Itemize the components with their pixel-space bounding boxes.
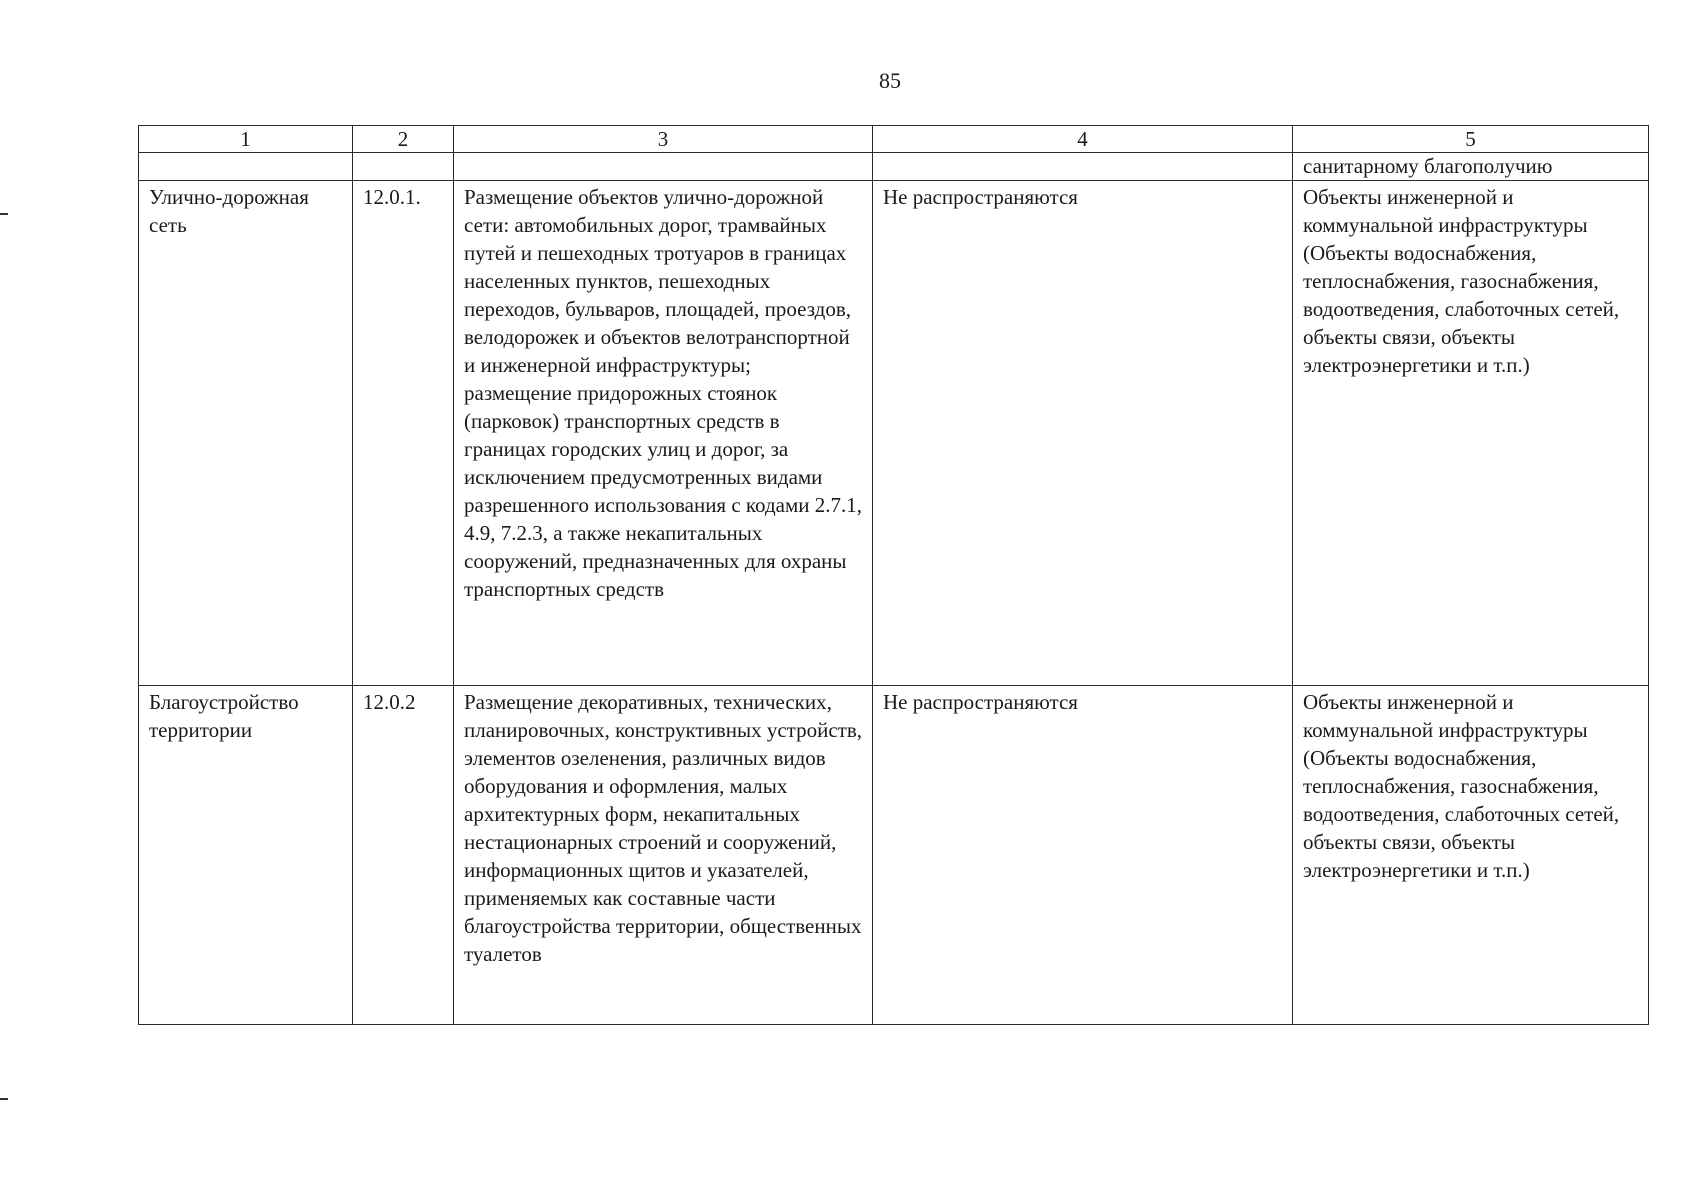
- table-row: [139, 686, 1649, 1025]
- continuation-cell-1: [139, 153, 353, 181]
- header-col-5: 5: [1293, 126, 1649, 153]
- continuation-cell-5: санитарному благополучию: [1293, 153, 1649, 181]
- header-col-2: 2: [353, 126, 454, 153]
- use-type-name: Благоустройство территории: [139, 686, 353, 1025]
- header-col-4: 4: [873, 126, 1293, 153]
- continuation-row: [139, 153, 1649, 181]
- land-use-table: [138, 125, 1649, 1025]
- continuation-cell-2: [353, 153, 454, 181]
- use-type-restrictions: Не распространяются: [873, 686, 1293, 1025]
- margin-mark: [0, 1098, 8, 1100]
- use-type-objects: Объекты инженерной и коммунальной инфраструктуры (Объекты водоснабжения, теплоснабжения, газоснабжения, водоотведения, слаботочных сетей, объекты связи, объекты электроэнергетики и т.п.): [1293, 181, 1649, 686]
- use-type-name: Улично-дорожная сеть: [139, 181, 353, 686]
- use-type-code: 12.0.2: [353, 686, 454, 1025]
- table-row: [139, 181, 1649, 686]
- header-col-1: 1: [139, 126, 353, 153]
- use-type-description: Размещение объектов улично-дорожной сети: автомобильных дорог, трамвайных путей и пешеходных тротуаров в границах населенных пунктов, пешеходных переходов, бульваров, площадей, проездов, велодорожек и объектов велотранспортной и инженерной инфраструктуры; размещение придорожных стоянок (парковок) транспортных средств в границах городских улиц и дорог, за исключением предусмотренных видами разрешенного использования с кодами 2.7.1, 4.9, 7.2.3, а также некапитальных сооружений, предназначенных для охраны транспортных средств: [454, 181, 873, 686]
- header-col-3: 3: [454, 126, 873, 153]
- use-type-code: 12.0.1.: [353, 181, 454, 686]
- header-row: [139, 126, 1649, 153]
- use-type-restrictions: Не распространяются: [873, 181, 1293, 686]
- use-type-description: Размещение декоративных, технических, планировочных, конструктивных устройств, элементов озеленения, различных видов оборудования и оформления, малых архитектурных форм, некапитальных нестационарных строений и сооружений, информационных щитов и указателей, применяемых как составные части благоустройства территории, общественных туалетов: [454, 686, 873, 1025]
- page-number: 85: [879, 68, 901, 93]
- continuation-cell-3: [454, 153, 873, 181]
- use-type-objects: Объекты инженерной и коммунальной инфраструктуры (Объекты водоснабжения, теплоснабжения, газоснабжения, водоотведения, слаботочных сетей, объекты связи, объекты электроэнергетики и т.п.): [1293, 686, 1649, 1025]
- continuation-cell-4: [873, 153, 1293, 181]
- table-header: [139, 126, 1649, 153]
- margin-mark: [0, 213, 8, 215]
